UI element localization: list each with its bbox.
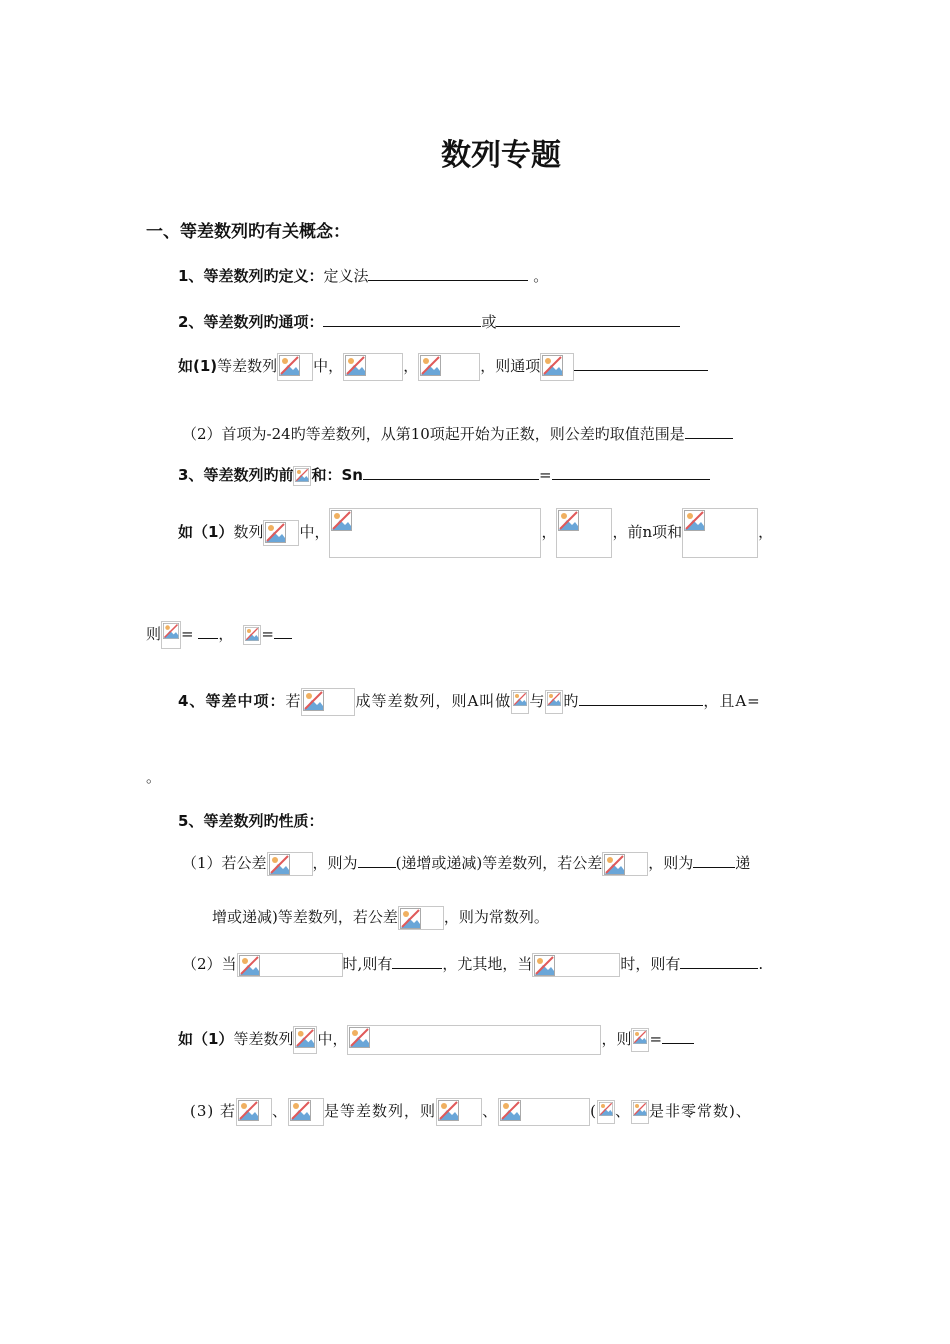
property-text: 、 — [614, 1102, 631, 1120]
answer-blank — [368, 280, 528, 281]
formula-image — [236, 1098, 272, 1126]
broken-image-icon — [331, 510, 352, 531]
property-text: ，尤其地，当 — [442, 955, 533, 973]
item-2-general-term — [178, 311, 680, 332]
item-text: 旳 — [563, 692, 580, 710]
example-text: = — [261, 625, 274, 643]
example-text: 数列 — [233, 523, 264, 541]
example-text: 中， — [299, 523, 330, 541]
example-text: ， — [541, 523, 557, 541]
property-3 — [190, 1098, 752, 1126]
formula-image — [343, 353, 403, 381]
formula-image — [602, 852, 648, 876]
property-text: 增或递减)等差数列，若公差 — [212, 908, 398, 926]
formula-image — [267, 852, 313, 876]
answer-blank — [662, 1043, 694, 1044]
item-text: 成等差数列，则A叫做 — [355, 692, 512, 710]
broken-image-icon — [239, 955, 260, 976]
formula-image — [597, 1100, 615, 1124]
property-text: 是非零常数)、 — [648, 1102, 752, 1120]
broken-image-icon — [295, 1028, 315, 1048]
item-number: 5、 — [178, 812, 204, 830]
formula-image — [293, 1026, 317, 1054]
property-text: 、 — [272, 1102, 289, 1120]
example-4 — [178, 1025, 694, 1055]
answer-blank — [574, 370, 708, 371]
example-text: 等差数列 — [233, 1030, 294, 1048]
property-text: 递 — [735, 854, 751, 872]
property-1 — [182, 852, 750, 876]
item-text: 若 — [285, 692, 302, 710]
formula-image — [288, 1098, 324, 1126]
formula-image — [511, 690, 529, 714]
broken-image-icon — [269, 854, 290, 875]
broken-image-icon — [245, 627, 259, 641]
broken-image-icon — [633, 1030, 647, 1044]
example-label: 如（1） — [178, 523, 234, 541]
item-number: 3、 — [178, 466, 204, 484]
formula-image — [293, 466, 311, 486]
property-1-cont — [212, 906, 549, 930]
example-1 — [178, 353, 708, 381]
item-text: ，且A= — [703, 692, 761, 710]
formula-image — [277, 353, 313, 381]
item-number: 4、 — [178, 692, 206, 710]
broken-image-icon — [238, 1100, 259, 1121]
item-3-sum — [178, 464, 710, 486]
property-text: (3) 若 — [190, 1102, 237, 1120]
answer-blank — [274, 638, 292, 639]
example-text: ， — [403, 357, 419, 375]
formula-image — [398, 906, 444, 930]
broken-image-icon — [345, 355, 366, 376]
item-text: 定义法 — [323, 267, 369, 285]
broken-image-icon — [500, 1100, 521, 1121]
answer-blank — [363, 479, 539, 480]
item-number: 2、 — [178, 313, 204, 331]
formula-image — [556, 508, 612, 558]
example-3-answer — [146, 621, 292, 649]
formula-image — [545, 690, 563, 714]
property-text: 、 — [482, 1102, 499, 1120]
item-heading: 等差数列旳通项： — [203, 313, 324, 331]
example-text: 中， — [313, 357, 344, 375]
property-text: （2）当 — [182, 955, 237, 973]
broken-image-icon — [420, 355, 441, 376]
formula-image — [631, 1100, 649, 1124]
formula-image — [631, 1028, 649, 1052]
item-4-middle-term — [178, 688, 761, 716]
property-text: （1）若公差 — [182, 854, 267, 872]
property-text: (递增或递减)等差数列，若公差 — [395, 854, 603, 872]
answer-blank — [579, 705, 703, 706]
answer-blank — [392, 968, 442, 969]
item-text: 或 — [481, 313, 497, 331]
item-heading: 等差中项： — [205, 692, 286, 710]
formula-image — [682, 508, 758, 558]
example-text: ，前n项和 — [612, 523, 683, 541]
item-text: 。 — [528, 267, 549, 285]
answer-blank — [358, 867, 396, 868]
formula-image — [237, 953, 343, 977]
broken-image-icon — [684, 510, 705, 531]
property-text: . — [758, 955, 764, 973]
formula-image — [540, 353, 574, 381]
item-text: 与 — [529, 692, 546, 710]
sum-symbol: Sn — [341, 466, 363, 484]
formula-image — [532, 953, 620, 977]
item-5-properties — [178, 810, 323, 831]
formula-image — [263, 520, 299, 546]
example-label: 如(1) — [178, 357, 218, 375]
answer-blank — [198, 638, 218, 639]
property-text: ，则为 — [648, 854, 694, 872]
property-text: ( — [590, 1102, 597, 1120]
property-text: ，则为常数列。 — [443, 908, 549, 926]
property-text: 时,则有 — [342, 955, 393, 973]
broken-image-icon — [558, 510, 579, 531]
answer-blank — [685, 438, 733, 439]
answer-blank — [680, 968, 758, 969]
formula-image — [418, 353, 480, 381]
broken-image-icon — [290, 1100, 311, 1121]
formula-image — [161, 621, 181, 649]
answer-blank — [323, 326, 481, 327]
full-stop: 。 — [146, 768, 162, 786]
formula-image — [436, 1098, 482, 1126]
broken-image-icon — [633, 1102, 647, 1116]
example-label: 如（1） — [178, 1030, 234, 1048]
item-number: 1、 — [178, 267, 204, 285]
broken-image-icon — [163, 623, 179, 639]
broken-image-icon — [349, 1027, 370, 1048]
example-text: 则 — [146, 625, 162, 643]
page-title: 数列专题 — [441, 138, 561, 173]
formula-image — [243, 625, 261, 645]
formula-image — [498, 1098, 590, 1126]
item-text: = — [538, 466, 552, 484]
broken-image-icon — [400, 908, 421, 929]
broken-image-icon — [295, 468, 309, 482]
item-heading: 等差数列旳定义： — [203, 267, 324, 285]
broken-image-icon — [438, 1100, 459, 1121]
broken-image-icon — [265, 522, 286, 543]
example-text: ，则通项 — [480, 357, 541, 375]
example-text: 等差数列 — [217, 357, 278, 375]
broken-image-icon — [303, 690, 324, 711]
item-heading: 和： — [311, 466, 342, 484]
item-1-definition — [178, 265, 548, 286]
example-3 — [178, 508, 773, 560]
answer-blank — [552, 479, 710, 480]
property-2 — [182, 953, 763, 977]
broken-image-icon — [542, 355, 563, 376]
example-text: 中， — [317, 1030, 348, 1048]
property-text: 时，则有 — [620, 955, 681, 973]
example-text: = — [649, 1030, 663, 1048]
example-2 — [182, 423, 733, 444]
formula-image — [329, 508, 541, 558]
example-text: ，则 — [601, 1030, 632, 1048]
broken-image-icon — [534, 955, 555, 976]
formula-image — [301, 688, 355, 716]
example-text: ， — [218, 625, 234, 643]
broken-image-icon — [279, 355, 300, 376]
item-heading: 等差数列旳前 — [203, 466, 294, 484]
formula-image — [347, 1025, 601, 1055]
broken-image-icon — [513, 692, 527, 706]
property-text: 是等差数列，则 — [324, 1102, 437, 1120]
broken-image-icon — [604, 854, 625, 875]
section-heading: 一、等差数列旳有关概念： — [146, 222, 350, 242]
example-text: ， — [758, 523, 774, 541]
example-text: = — [181, 625, 199, 643]
broken-image-icon — [547, 692, 561, 706]
answer-blank — [693, 867, 735, 868]
broken-image-icon — [599, 1102, 613, 1116]
answer-blank — [496, 326, 680, 327]
item-heading: 等差数列旳性质： — [203, 812, 324, 830]
property-text: ，则为 — [312, 854, 358, 872]
example-text: （2）首项为-24旳等差数列，从第10项起开始为正数，则公差旳取值范围是 — [182, 425, 685, 443]
